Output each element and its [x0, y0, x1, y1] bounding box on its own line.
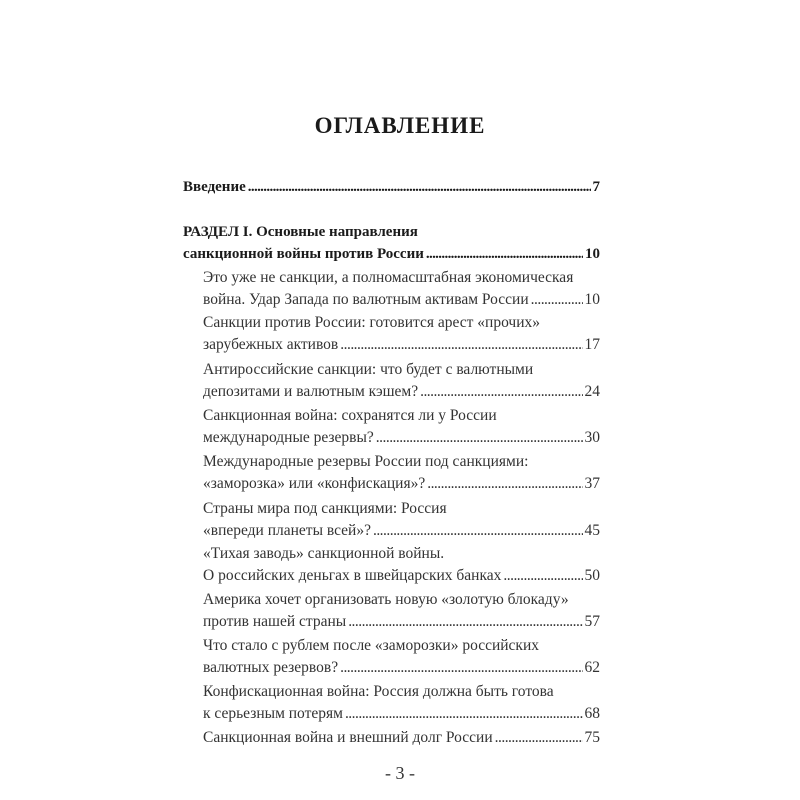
- toc-entry-text: РАЗДЕЛ I. Основные направления: [183, 224, 418, 240]
- toc-entry-text: санкционной войны против России: [183, 246, 424, 262]
- toc-entry[interactable]: [203, 543, 600, 587]
- toc-entry[interactable]: [203, 681, 600, 725]
- toc-entry-text: Америка хочет организовать новую «золотую блокаду»: [203, 591, 569, 608]
- toc-entry-page: 57: [584, 613, 600, 630]
- dot-leader: [340, 657, 582, 679]
- toc-entry-text: «заморозка» или «конфискация»?: [203, 475, 426, 492]
- dot-leader: [503, 565, 582, 587]
- toc-entry-page: 50: [584, 567, 600, 584]
- dot-leader: [340, 334, 582, 356]
- toc-entry-text: Что стало с рублем после «заморозки» российских: [203, 637, 540, 654]
- toc-entry-page: 17: [584, 336, 600, 353]
- toc-entry[interactable]: [203, 635, 600, 679]
- toc-entry-last-line: [203, 657, 600, 679]
- toc-entry-text: Введение: [183, 179, 246, 195]
- toc-entry-last-line: [203, 611, 600, 633]
- toc-entry-page: 45: [584, 522, 600, 539]
- toc-entry-text: Санкционная война: сохранятся ли у России: [203, 407, 497, 424]
- toc-entry-last-line: [203, 334, 600, 356]
- toc-entry-text: «Тихая заводь» санкционной войны.: [203, 545, 445, 562]
- toc-entry-text: Международные резервы России под санкциями:: [203, 453, 529, 470]
- dot-leader: [348, 611, 582, 633]
- toc-entry[interactable]: [203, 267, 600, 311]
- toc-entry-text: Санкции против России: готовится арест «прочих»: [203, 314, 541, 331]
- toc-entry-text: Конфискационная война: Россия должна быть готова: [203, 683, 554, 700]
- dot-leader: [420, 381, 582, 403]
- toc-entry-last-line: [203, 289, 600, 311]
- toc-entry-page: 62: [584, 659, 600, 676]
- toc-entry-page: 10: [585, 246, 600, 262]
- toc-entry-last-line: [203, 565, 600, 587]
- dot-leader: [426, 243, 583, 265]
- toc-entry[interactable]: [203, 589, 600, 633]
- toc-entry-page: 10: [584, 291, 600, 308]
- toc-entry[interactable]: [203, 312, 600, 356]
- toc-entry-last-line: [183, 243, 600, 265]
- toc-entry-text: к серьезным потерям: [203, 705, 343, 722]
- toc-entry-text: Страны мира под санкциями: Россия: [203, 500, 447, 517]
- toc-entry-text: против нашей страны: [203, 613, 347, 630]
- dot-leader: [373, 520, 583, 542]
- toc-entry-text: О российских деньгах в швейцарских банках: [203, 567, 502, 584]
- toc-entry[interactable]: [203, 451, 600, 495]
- toc-entry[interactable]: [183, 221, 600, 265]
- toc-entry[interactable]: [203, 359, 600, 403]
- toc-entry[interactable]: [203, 498, 600, 542]
- toc-entry-last-line: [203, 427, 600, 449]
- dot-leader: [376, 427, 583, 449]
- toc-entry-text: Санкционная война и внешний долг России: [203, 729, 493, 746]
- toc-entry-last-line: [203, 473, 600, 495]
- toc-entry-text: война. Удар Запада по валютным активам России: [203, 291, 529, 308]
- toc-entry[interactable]: [203, 727, 600, 749]
- toc-entry-text: зарубежных активов: [203, 336, 339, 353]
- toc-entry-page: 24: [584, 383, 600, 400]
- toc-entry-text: Это уже не санкции, а полномасштабная экономическая: [203, 269, 574, 286]
- dot-leader: [427, 473, 582, 495]
- toc-entry-last-line: [203, 520, 600, 542]
- toc-entry-page: 37: [584, 475, 600, 492]
- dot-leader: [495, 727, 583, 749]
- toc-entry[interactable]: [183, 176, 600, 198]
- toc-entry-page: 7: [592, 179, 600, 195]
- toc-title: ОГЛАВЛЕНИЕ: [314, 113, 486, 138]
- toc-entry-last-line: [183, 176, 600, 198]
- toc-entry-text: депозитами и валютным кэшем?: [203, 383, 419, 400]
- toc-entry-page: 75: [584, 729, 600, 746]
- toc-entry-page: 68: [584, 705, 600, 722]
- page-number: - 3 -: [385, 763, 415, 783]
- toc-entry-text: валютных резервов?: [203, 659, 339, 676]
- toc-entry-page: 30: [584, 429, 600, 446]
- dot-leader: [345, 703, 583, 725]
- toc-entry-text: международные резервы?: [203, 429, 374, 446]
- dot-leader: [531, 289, 583, 311]
- toc-entry-last-line: [203, 381, 600, 403]
- toc-entry[interactable]: [203, 405, 600, 449]
- toc-entry-text: «впереди планеты всей»?: [203, 522, 371, 539]
- toc-entry-last-line: [203, 703, 600, 725]
- toc-entry-text: Антироссийские санкции: что будет с валютными: [203, 361, 534, 378]
- toc-entry-last-line: [203, 727, 600, 749]
- dot-leader: [248, 176, 591, 198]
